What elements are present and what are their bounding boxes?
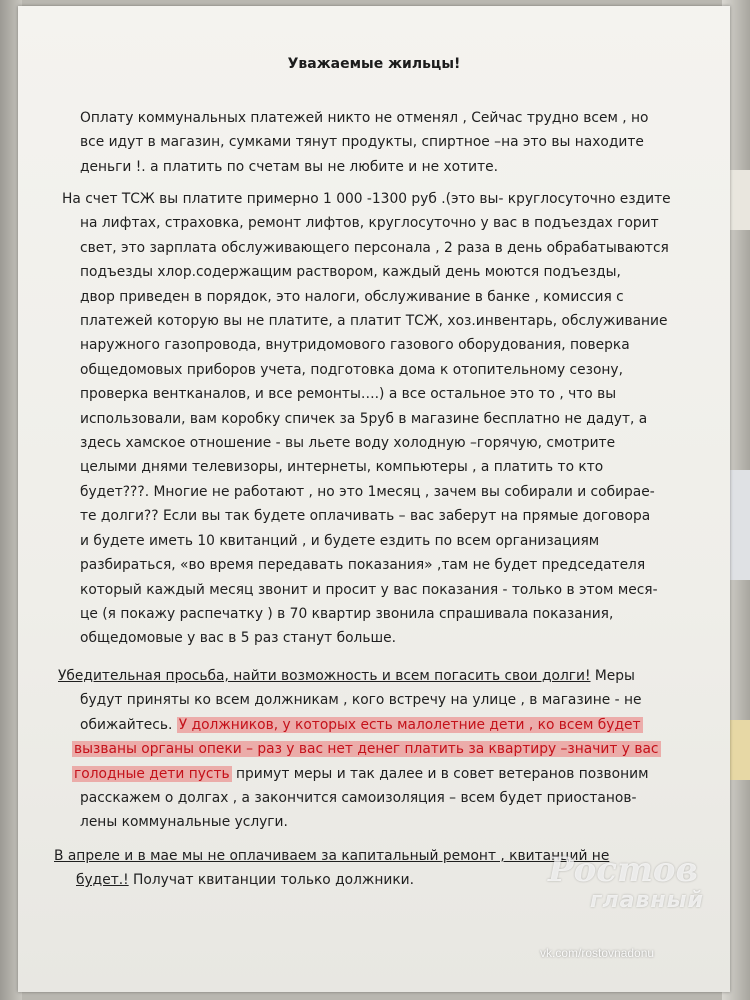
text-line: будут приняты ко всем должникам , кого встречу на улице , в магазине - не xyxy=(80,692,642,709)
text-fragment: Получат квитанции только должники. xyxy=(128,872,415,889)
text-line: двор приведен в порядок, это налоги, обслуживание в банке , комиссия с xyxy=(80,288,624,305)
red-highlight-text: У должников, у которых есть малолетние дети , ко всем будет xyxy=(178,716,641,733)
text-line xyxy=(58,713,661,737)
text-fragment: Меры xyxy=(590,668,635,684)
notice-title: Уважаемые жильцы! xyxy=(287,56,461,72)
text-line: расскажем о долгах , а закончится самоизоляция – всем будет приостанов- xyxy=(80,790,637,807)
neighbor-poster-scrap xyxy=(728,720,750,780)
watermark-line-2: главный xyxy=(590,888,704,913)
text-line: деньги !. а платить по счетам вы не любите и не хотите. xyxy=(80,158,499,175)
text-line: целыми днями телевизоры, интернеты, компьютеры , а платить то кто xyxy=(80,459,604,476)
text-line: использовали, вам коробку спичек за 5руб в магазине бесплатно не дадут, а xyxy=(80,410,648,427)
text-line: В апреле и в мае мы не оплачиваем за капитальный ремонт , квитанций не xyxy=(54,848,610,864)
text-line: все идут в магазин, сумками тянут продукты, спиртное –на это вы находите xyxy=(80,134,644,151)
text-line: который каждый месяц звонит и просит у вас показания - только в этом меся- xyxy=(80,581,658,598)
neighbor-poster-scrap xyxy=(728,170,750,230)
watermark-url: vk.com/rostovnadonu xyxy=(540,946,655,960)
text-line: будет???. Многие не работают , но это 1месяц , зачем вы собирали и собирае- xyxy=(80,483,655,500)
text-line: те долги?? Если вы так будете оплачивать – вас заберут на прямые договора xyxy=(80,508,651,525)
underlined-request: Убедительная просьба, найти возможность и всем погасить свои долги! xyxy=(58,668,591,684)
red-highlight-text: голодные дети пусть xyxy=(74,765,230,782)
watermark-logo xyxy=(520,850,720,920)
text-fragment: примут меры и так далее и в совет ветеранов позвоним xyxy=(231,765,649,782)
watermark-line-1: Ростов xyxy=(548,850,698,890)
text-line: проверка вентканалов, и все ремонты….) а все остальное это то , что вы xyxy=(80,386,617,403)
text-line: свет, это зарплата обслуживающего персонала , 2 раза в день обрабатываются xyxy=(80,239,669,256)
text-line xyxy=(58,762,661,786)
text-fragment: обижайтесь. xyxy=(80,716,177,733)
text-line: и будете иметь 10 квитанций , и будете ездить по всем организациям xyxy=(80,532,600,549)
text-line: це (я покажу распечатку ) в 70 квартир звонила спрашивала показания, xyxy=(80,605,614,622)
paragraph-2 xyxy=(62,187,671,651)
text-line: Оплату коммунальных платежей никто не отменял , Сейчас трудно всем , но xyxy=(80,110,649,126)
text-line: платежей которую вы не платите, а платит ТСЖ, хоз.инвентарь, обслуживание xyxy=(80,313,668,330)
paragraph-3 xyxy=(58,664,661,835)
text-line: здесь хамское отношение - вы льете воду холодную –горячую, смотрите xyxy=(80,435,616,452)
text-line: лены коммунальные услуги. xyxy=(80,814,288,831)
text-line xyxy=(58,737,661,761)
paragraph-1 xyxy=(80,106,648,179)
text-line: На счет ТСЖ вы платите примерно 1 000 -1300 руб .(это вы- круглосуточно ездите xyxy=(62,191,671,207)
text-line: подъезды хлор.содержащим раствором, каждый день моются подъезды, xyxy=(80,264,621,281)
text-line: разбираться, «во время передавать показания» ,там не будет председателя xyxy=(80,557,646,574)
text-line: наружного газопровода, внутридомового газового оборудования, поверка xyxy=(80,337,630,354)
red-highlight-text: вызваны органы опеки – раз у вас нет денег платить за квартиру –значит у вас xyxy=(74,741,659,758)
neighbor-poster-scrap xyxy=(728,470,750,580)
text-line xyxy=(58,664,661,688)
text-line: общедомовые у вас в 5 раз станут больше. xyxy=(80,630,396,647)
text-line: общедомовых приборов учета, подготовка дома к отопительному сезону, xyxy=(80,361,623,378)
underlined-text: будет.! xyxy=(76,872,129,889)
notice-sheet xyxy=(18,6,730,992)
text-line: на лифтах, страховка, ремонт лифтов, круглосуточно у вас в подъездах горит xyxy=(80,215,659,232)
